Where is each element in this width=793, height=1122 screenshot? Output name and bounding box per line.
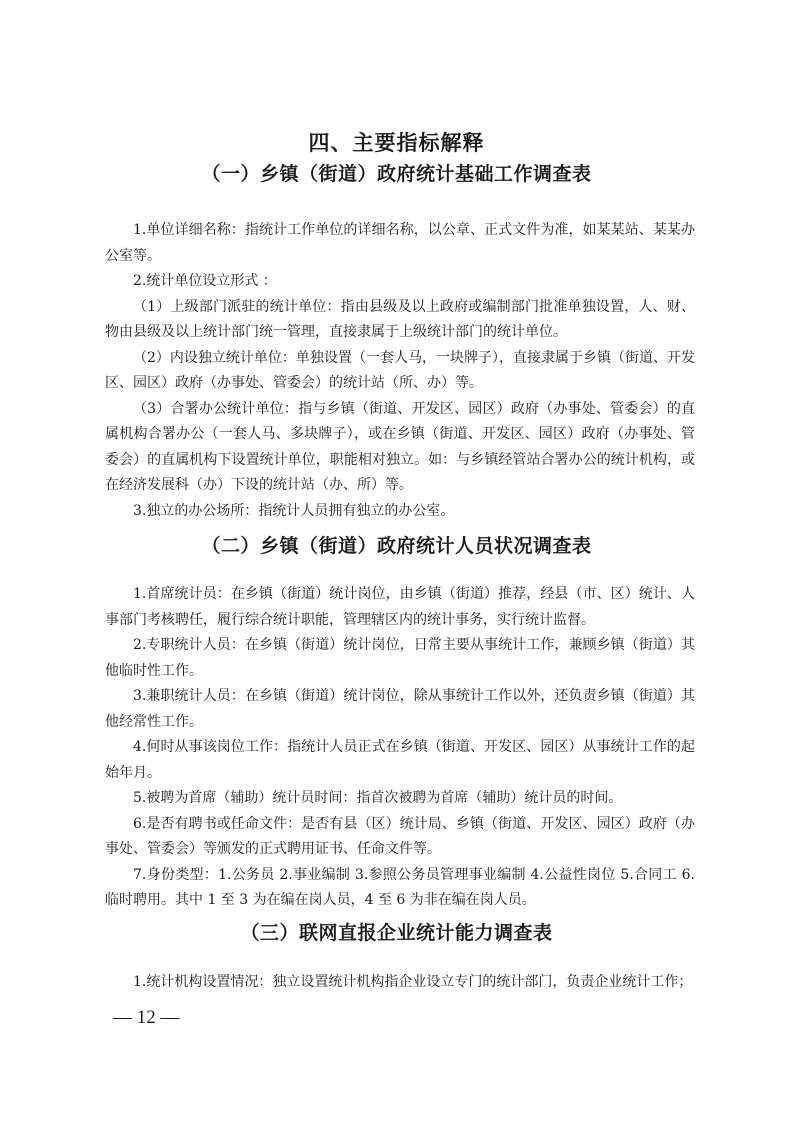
page-number: — 12 — xyxy=(113,1007,180,1028)
paragraph: 4.何时从事该岗位工作：指统计人员正式在乡镇（街道、开发区、园区）从事统计工作的起始年月。 xyxy=(105,739,695,781)
section-1-heading: （一）乡镇（街道）政府统计基础工作调查表 xyxy=(201,163,592,185)
paragraph: 7.身份类型：1.公务员 2.事业编制 3.参照公务员管理事业编制 4.公益性岗位 5.合同工 6.临时聘用。其中 1 至 3 为在编在岗人员，4 至 6 为非在编在岗人员。 xyxy=(105,866,695,908)
section-2-body xyxy=(105,582,695,914)
paragraph: 3.独立的办公场所：指统计人员拥有独立的办公室。 xyxy=(133,502,455,519)
section-2-heading: （二）乡镇（街道）政府统计人员状况调查表 xyxy=(201,535,592,557)
paragraph: 1.统计机构设置情况：独立设置统计机构指企业设立专门的统计部门，负责企业统计工作； xyxy=(133,974,693,990)
paragraph: 2.专职统计人员：在乡镇（街道）统计岗位，日常主要从事统计工作，兼顾乡镇（街道）其他临时性工作。 xyxy=(105,637,695,679)
paragraph: 1.单位详细名称：指统计工作单位的详细名称，以公章、正式文件为准，如某某站、某某办公室等。 xyxy=(105,222,695,264)
paragraph: 1.首席统计员：在乡镇（街道）统计岗位，由乡镇（街道）推荐，经县（市、区）统计、人事部门考核聘任，履行综合统计职能，管理辖区内的统计事务，实行统计监督。 xyxy=(105,586,695,628)
section-3-heading: （三）联网直报企业统计能力调查表 xyxy=(240,922,553,944)
section-1-body xyxy=(105,218,695,524)
paragraph: （1）上级部门派驻的统计单位：指由县级及以上政府或编制部门批准单独设置，人、财、物由县级及以上统计部门统一管理，直接隶属于上级统计部门的统计单位。 xyxy=(105,298,695,340)
paragraph: 3.兼职统计人员：在乡镇（街道）统计岗位，除从事统计工作以外，还负责乡镇（街道）其他经常性工作。 xyxy=(105,688,695,730)
paragraph: 5.被聘为首席（辅助）统计员时间：指首次被聘为首席（辅助）统计员的时间。 xyxy=(133,790,623,806)
paragraph: （3）合署办公统计单位：指与乡镇（街道、开发区、园区）政府（办事处、管委会）的直属机构合署办公（一套人马、多块牌子），或在乡镇（街道、开发区、园区）政府（办事处、管委会）的直属机构下设置统计单位，职能相对独立。如：与乡镇经管站合署办公的统计机构，或在经济发展科（办）下设的统计站（办、所）等。 xyxy=(105,400,695,493)
paragraph: 2.统计单位设立形式 ： xyxy=(133,273,277,289)
section-3-body xyxy=(105,970,695,996)
page-title: 四、主要指标解释 xyxy=(308,131,485,155)
paragraph: （2）内设独立统计单位：单独设置（一套人马，一块牌子），直接隶属于乡镇（街道、开发区、园区）政府（办事处、管委会）的统计站（所、办）等。 xyxy=(105,349,695,391)
paragraph: 6.是否有聘书或任命文件：是否有县（区）统计局、乡镇（街道、开发区、园区）政府（办事处、管委会）等颁发的正式聘用证书、任命文件等。 xyxy=(105,815,695,857)
